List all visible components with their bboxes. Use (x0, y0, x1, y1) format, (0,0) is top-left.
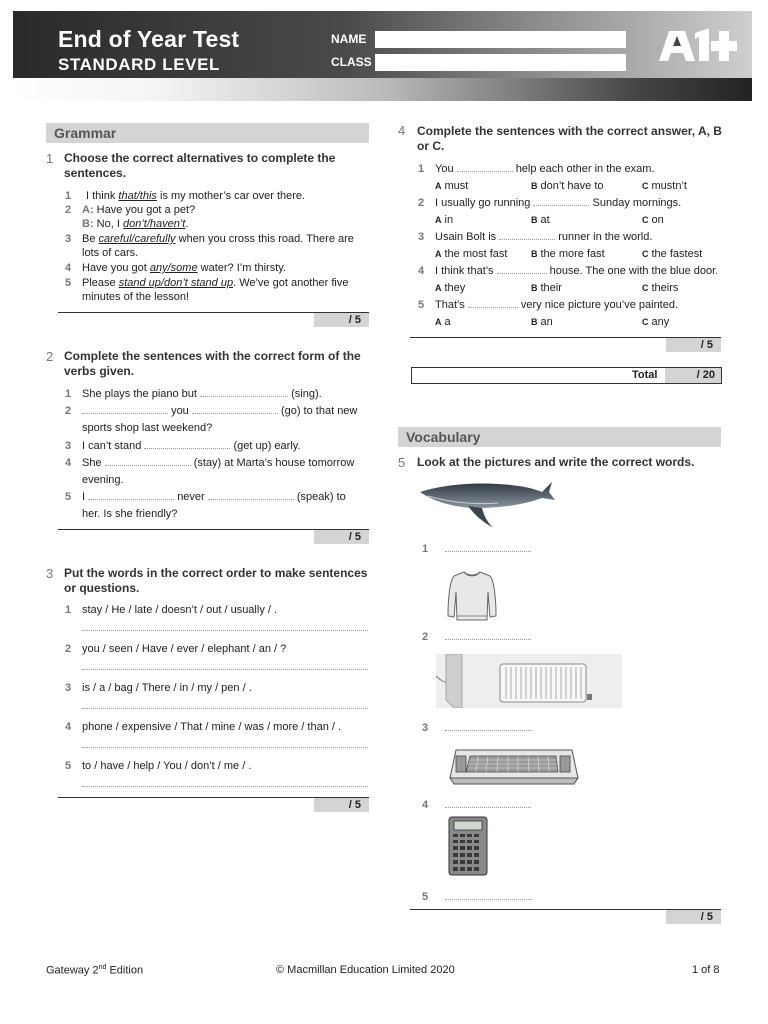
item-number: 3 (422, 722, 429, 734)
item-number: 1 (418, 163, 425, 175)
vocabulary-section-title: Vocabulary (398, 427, 721, 447)
item-number: 2 (65, 643, 72, 655)
test-title: End of Year Test (58, 26, 240, 52)
item-number: 1 (65, 388, 72, 400)
answer-line[interactable] (445, 807, 531, 808)
question-number: 5 (398, 455, 406, 470)
answer-blank[interactable] (497, 265, 547, 274)
answer-blank[interactable] (144, 440, 230, 449)
a1-plus-logo (655, 27, 747, 65)
score-box: / 5 (314, 798, 369, 812)
list-item: Usain Bolt is runner in the world. (435, 231, 653, 243)
item-number: 5 (65, 491, 72, 503)
answer-line[interactable] (82, 669, 368, 670)
score-box: / 5 (666, 910, 721, 924)
header-stripe (13, 78, 752, 101)
list-item: is / a / bag / There / in / my / pen / . (82, 682, 252, 694)
option-b[interactable]: B their (531, 282, 562, 294)
question-prompt: Choose the correct alternatives to complete the sentences. (64, 151, 336, 180)
answer-line[interactable] (445, 899, 531, 900)
answer-blank[interactable] (468, 299, 518, 308)
answer-line[interactable] (82, 786, 368, 787)
grammar-section-title: Grammar (46, 123, 369, 143)
answer-blank[interactable] (88, 491, 174, 500)
option-c[interactable]: C mustn’t (642, 180, 687, 192)
option-b[interactable]: B an (531, 316, 553, 328)
list-item: stay / He / late / doesn’t / out / usually / . (82, 604, 278, 616)
item-number: 3 (65, 682, 72, 694)
list-item: That’s very nice picture you’ve painted. (435, 299, 679, 311)
class-field[interactable] (375, 54, 626, 71)
option-c[interactable]: C on (642, 214, 664, 226)
alternatives[interactable]: careful/carefully (98, 233, 176, 245)
item-number: 2 (418, 197, 425, 209)
answer-blank[interactable] (200, 388, 288, 397)
total-score: / 20 (665, 368, 721, 383)
answer-line[interactable] (445, 639, 531, 640)
option-c[interactable]: C theirs (642, 282, 679, 294)
answer-line[interactable] (82, 630, 368, 631)
item-number: 3 (418, 231, 425, 243)
question-number: 1 (46, 151, 54, 166)
option-b[interactable]: B don’t have to (531, 180, 604, 192)
total-box (411, 367, 722, 384)
question-prompt: Look at the pictures and write the correct words. (417, 455, 695, 469)
item-number: 2 (65, 204, 72, 216)
list-item: I think that’s house. The one with the blue door. (435, 265, 719, 277)
footer-page-number: 1 of 8 (692, 964, 720, 976)
item-number: 1 (65, 190, 72, 202)
footer-edition: Gateway 2nd Edition (46, 964, 144, 977)
item-number: 5 (65, 277, 72, 289)
item-number: 4 (418, 265, 425, 277)
list-item: I never (speak) to (82, 491, 346, 503)
item-number: 2 (422, 631, 429, 643)
list-item: She plays the piano but (sing). (82, 388, 322, 400)
item-number: 2 (65, 405, 72, 417)
list-item: She (stay) at Marta’s house tomorrow (82, 457, 355, 469)
item-number: 1 (422, 543, 429, 555)
question-prompt: Complete the sentences with the correct answer, A, B or C. (417, 124, 722, 153)
test-level: STANDARD LEVEL (58, 55, 221, 74)
list-item: her. Is she friendly? (82, 508, 178, 520)
item-number: 4 (65, 262, 72, 274)
question-prompt: Complete the sentences with the correct form of the verbs given. (64, 349, 361, 378)
alternatives[interactable]: that/this (118, 190, 157, 202)
alternatives[interactable]: stand up/don’t stand up (118, 277, 234, 289)
list-item: you / seen / Have / ever / elephant / an / ? (82, 643, 287, 655)
option-c[interactable]: C any (642, 316, 670, 328)
item-number: 4 (65, 721, 72, 733)
list-item: phone / expensive / That / mine / was / more / than / . (82, 721, 342, 733)
name-label: NAME (331, 32, 367, 46)
footer-copyright: © Macmillan Education Limited 2020 (276, 964, 455, 976)
whale-picture (418, 478, 556, 534)
list-item: to / have / help / You / don’t / me / . (82, 760, 252, 772)
list-item: I think that/this is my mother’s car over there. (86, 190, 306, 202)
item-number: 3 (65, 440, 72, 452)
list-item: Be careful/carefully when you cross this road. There are lots of cars. (82, 233, 354, 259)
score-box: / 5 (666, 338, 721, 352)
option-a[interactable]: A a (435, 316, 451, 328)
list-item: B: No, I don’t/haven’t. (82, 218, 189, 230)
calculator-picture (448, 816, 488, 876)
score-box: / 5 (314, 313, 369, 327)
list-item: A: Have you got a pet? (82, 204, 196, 216)
option-a[interactable]: A must (435, 180, 469, 192)
item-number: 5 (422, 891, 429, 903)
list-item: Please stand up/don’t stand up. We’ve got another five minutes of the lesson! (82, 277, 349, 303)
item-number: 5 (418, 299, 425, 311)
alternatives[interactable]: don’t/haven’t (122, 218, 186, 230)
answer-line[interactable] (445, 551, 531, 552)
keyboard-picture (446, 744, 580, 788)
option-c[interactable]: C the fastest (642, 248, 703, 260)
answer-blank[interactable] (208, 491, 294, 500)
option-a[interactable]: A they (435, 282, 466, 294)
name-field[interactable] (375, 31, 626, 48)
score-box: / 5 (314, 530, 369, 544)
answer-blank[interactable] (499, 231, 555, 240)
question-prompt: Put the words in the correct order to make sentences or questions. (64, 566, 368, 595)
item-number: 4 (65, 457, 72, 469)
option-b[interactable]: B at (531, 214, 550, 226)
answer-blank[interactable] (457, 163, 513, 172)
answer-blank[interactable] (105, 457, 191, 466)
answer-blank[interactable] (533, 197, 589, 206)
item-number: 1 (65, 604, 72, 616)
alternatives[interactable]: any/some (149, 262, 198, 274)
item-number: 3 (65, 233, 72, 245)
class-label: CLASS (331, 55, 372, 69)
item-number: 4 (422, 799, 429, 811)
list-item: I can’t stand (get up) early. (82, 440, 301, 452)
answer-line[interactable] (82, 747, 368, 748)
option-a[interactable]: A the most fast (435, 248, 508, 260)
list-item: I usually go running Sunday mornings. (435, 197, 682, 209)
total-label: Total (632, 369, 658, 381)
page-header (13, 11, 752, 101)
question-number: 2 (46, 349, 54, 364)
answer-blank[interactable] (82, 405, 168, 414)
list-item: You help each other in the exam. (435, 163, 655, 175)
item-number: 5 (65, 760, 72, 772)
list-item: sports shop last weekend? (82, 422, 213, 434)
question-number: 4 (398, 123, 406, 138)
option-a[interactable]: A in (435, 214, 454, 226)
sweater-picture (446, 568, 498, 624)
answer-line[interactable] (445, 730, 531, 731)
question-number: 3 (46, 566, 54, 581)
list-item: evening. (82, 474, 124, 486)
list-item: you (go) to that new (82, 404, 357, 418)
option-b[interactable]: B the more fast (531, 248, 605, 260)
answer-line[interactable] (82, 708, 368, 709)
radiator-picture (436, 654, 622, 708)
list-item: Have you got any/some water? I’m thirsty. (82, 262, 287, 274)
answer-blank[interactable] (192, 405, 278, 414)
